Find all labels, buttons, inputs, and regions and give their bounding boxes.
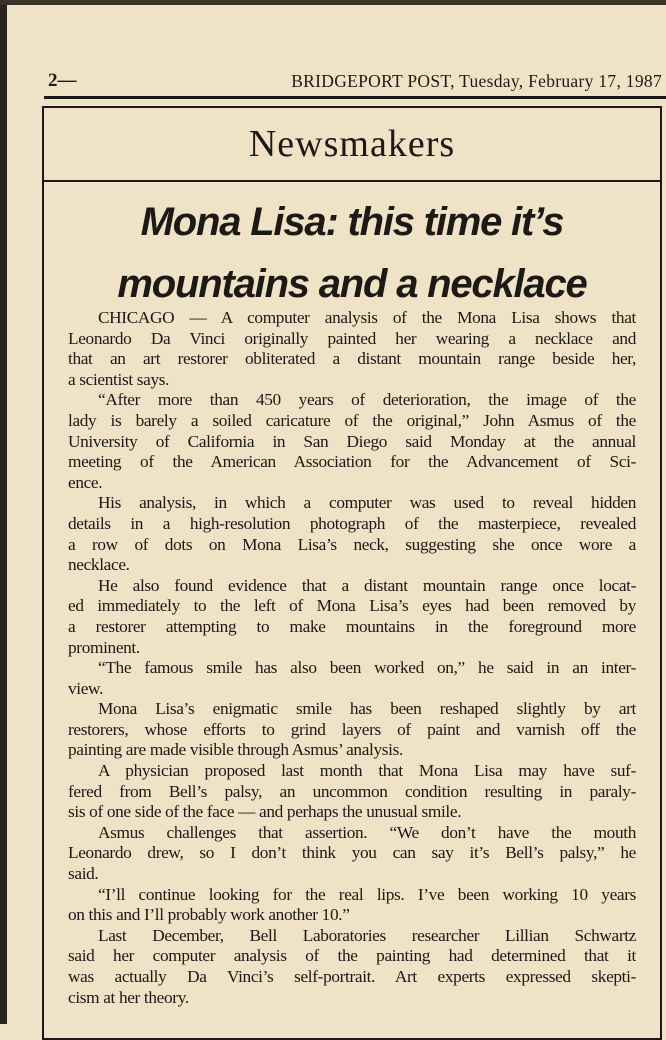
headline-line-2: mountains and a necklace	[117, 262, 587, 306]
article-line: that an art restorer obliterated a distant mountain range beside her,	[68, 349, 636, 369]
article-line: Leonardo drew, so I don’t think you can say it’s Bell’s palsy,” he	[68, 843, 636, 863]
scan-edge	[0, 0, 7, 1024]
article-line: painting are made visible through Asmus’ analysis.	[68, 740, 403, 760]
article-line: A physician proposed last month that Mona Lisa may have suf-	[98, 761, 636, 781]
article-line: He also found evidence that a distant mountain range once locat-	[98, 575, 636, 595]
article-line: details in a high-resolution photograph of the masterpiece, revealed	[68, 513, 636, 533]
article-line: necklace.	[68, 555, 130, 575]
divider	[42, 180, 662, 182]
article-line: University of California in San Diego said Monday at the annual	[68, 431, 636, 451]
article-line: “I’ll continue looking for the real lips. I’ve been working 10 years	[98, 884, 636, 904]
divider	[44, 96, 666, 99]
article-line: CHICAGO — A computer analysis of the Mona Lisa shows that	[98, 308, 636, 327]
article-line: a restorer attempting to make mountains in the foreground more	[68, 616, 636, 636]
article-line: restorers, whose efforts to grind layers of paint and varnish off the	[68, 719, 636, 739]
article-line: on this and I’ll probably work another 10.”	[68, 905, 350, 925]
masthead: BRIDGEPORT POST, Tuesday, February 17, 1987	[291, 71, 662, 91]
article-line: Leonardo Da Vinci originally painted her wearing a necklace and	[68, 328, 636, 348]
article-line: said.	[68, 864, 99, 884]
headline-line-1: Mona Lisa: this time it’s	[140, 200, 564, 244]
section-title: Newsmakers	[248, 123, 456, 165]
article-line: lady is barely a soiled caricature of the original,” John Asmus of the	[68, 410, 636, 430]
article-line: view.	[68, 678, 104, 698]
article-line: prominent.	[68, 637, 140, 657]
article-body	[68, 308, 636, 1008]
article-line: meeting of the American Association for the Advancement of Sci-	[68, 452, 636, 472]
article-line: ence.	[68, 472, 103, 492]
article-line: fered from Bell’s palsy, an uncommon condition resulting in paraly-	[68, 781, 636, 801]
article-line: ed immediately to the left of Mona Lisa’s eyes had been removed by	[68, 596, 636, 616]
article-line: Asmus challenges that assertion. “We don’t have the mouth	[98, 822, 636, 842]
article-line: said her computer analysis of the painting had determined that it	[68, 946, 636, 966]
article-line: Mona Lisa’s enigmatic smile has been reshaped slightly by art	[98, 699, 636, 719]
article-line: cism at her theory.	[68, 987, 189, 1007]
article-line: Last December, Bell Laboratories researcher Lillian Schwartz	[98, 925, 636, 945]
article-line: a row of dots on Mona Lisa’s neck, suggesting she once wore a	[68, 534, 636, 554]
scan-edge	[0, 0, 666, 5]
article-line: “After more than 450 years of deterioration, the image of the	[98, 390, 636, 410]
article-line: sis of one side of the face — and perhaps the unusual smile.	[68, 802, 462, 822]
article-line: “The famous smile has also been worked on,” he said in an inter-	[98, 658, 636, 678]
article-line: was actually Da Vinci’s self-portrait. Art experts expressed skepti-	[68, 967, 636, 986]
article-line: a scientist says.	[68, 369, 170, 389]
page-number: 2—	[48, 70, 77, 91]
article-line: His analysis, in which a computer was used to reveal hidden	[98, 493, 636, 513]
